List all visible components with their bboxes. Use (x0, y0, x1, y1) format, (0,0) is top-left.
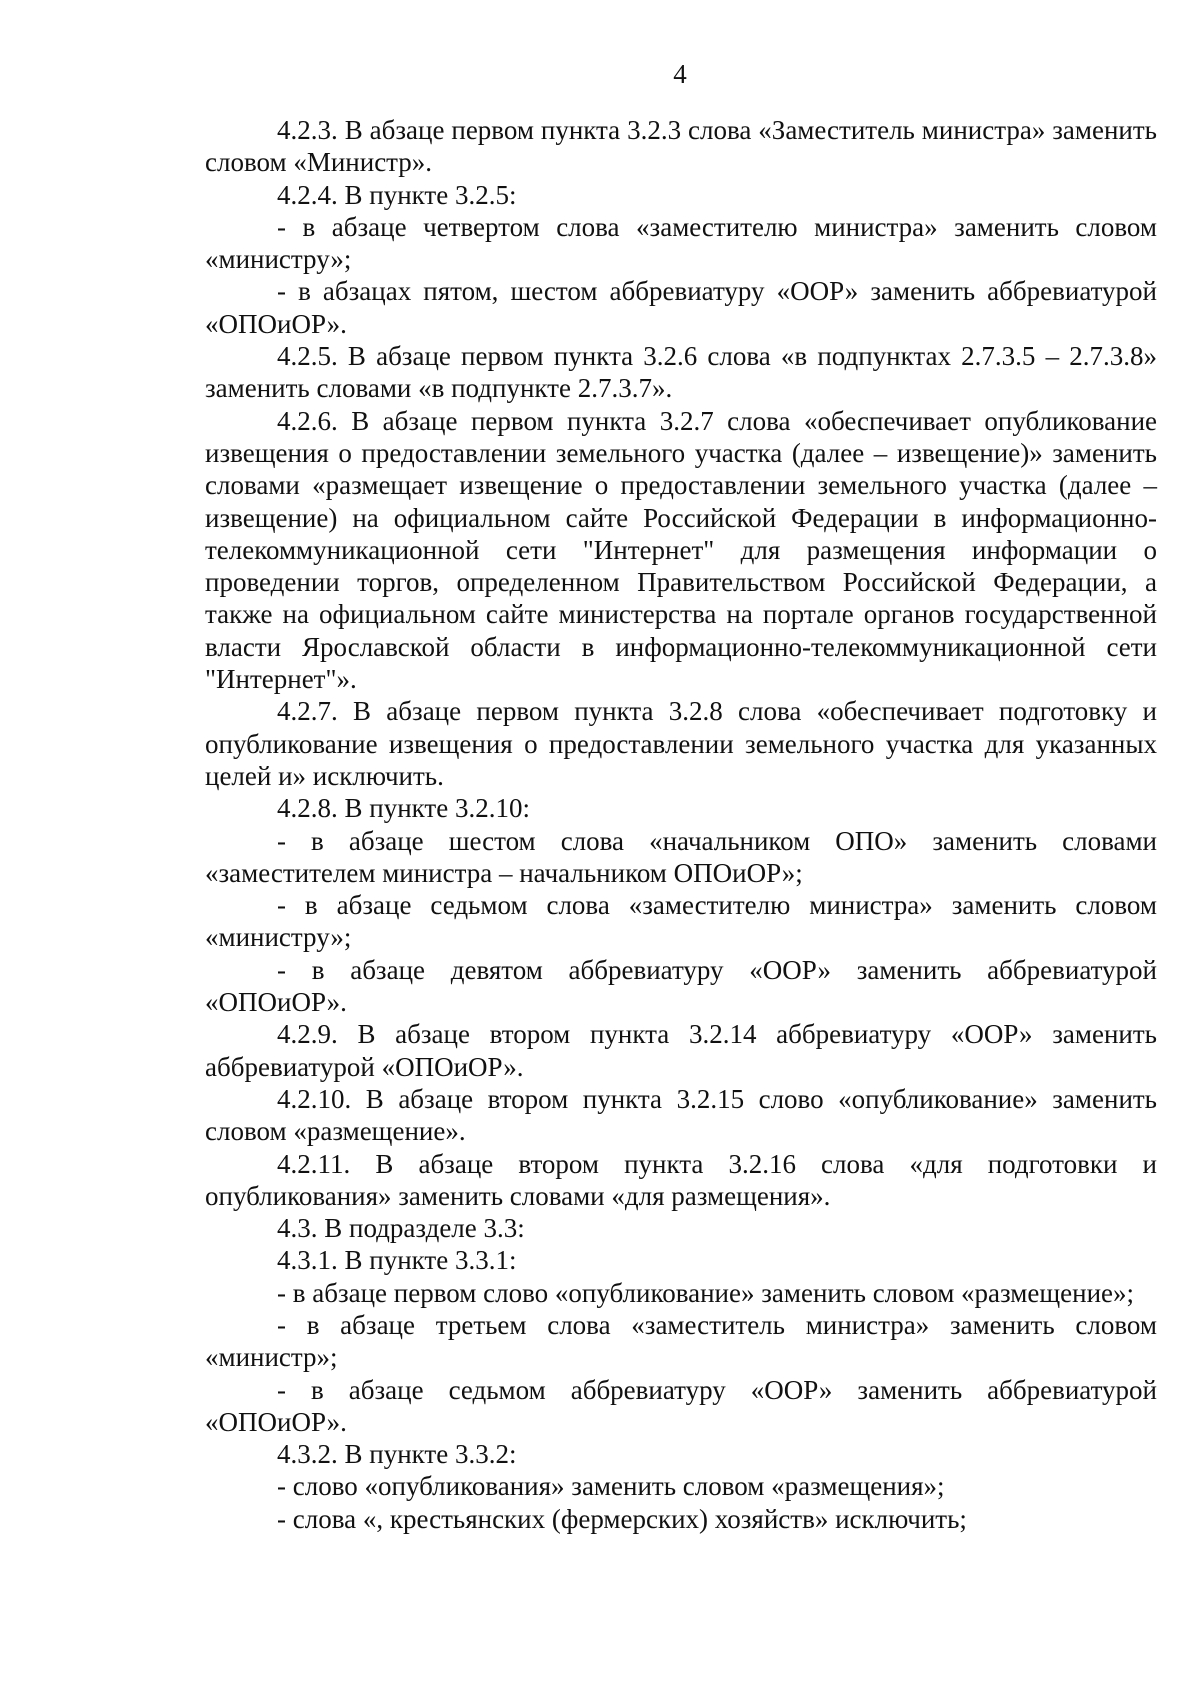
list-item: - слово «опубликования» заменить словом «размещения»; (277, 1471, 945, 1502)
paragraph-4-2-4: 4.2.4. В пункте 3.2.5: (277, 179, 517, 210)
paragraph-4-3: 4.3. В подразделе 3.3: (277, 1213, 525, 1244)
paragraph-4-2-5: 4.2.5. В абзаце первом пункта 3.2.6 слова «в подпунктах 2.7.3.5 – 2.7.3.8» заменить словами «в подпункте 2.7.3.7». (205, 341, 1157, 404)
paragraph-4-2-6: 4.2.6. В абзаце первом пункта 3.2.7 слова «обеспечивает опубликование извещения о предоставлении земельного участка (далее – извещение)» заменить словами «размещает извещение о предоставлении земельного участка (далее – извещение) на официальном сайте Российской Федерации в информационно-телекоммуникационной сети "Интернет" для размещения информации о проведении торгов, определенном Правительством Российской Федерации, а также на официальном сайте министерства на портале органов государственной власти Ярославской области в информационно-телекоммуникационной сети "Интернет"». (205, 405, 1157, 695)
paragraph-4-3-2: 4.3.2. В пункте 3.3.2: (277, 1439, 517, 1470)
list-item: - слова «, крестьянских (фермерских) хозяйств» исключить; (277, 1503, 967, 1534)
list-item: - в абзаце седьмом аббревиатуру «ООР» заменить аббревиатурой «ОПОиОР». (205, 1374, 1157, 1437)
list-item: - в абзаце шестом слова «начальником ОПО» заменить словами «заместителем министра – начальником ОПОиОР»; (205, 825, 1157, 888)
paragraph-4-3-1: 4.3.1. В пункте 3.3.1: (277, 1245, 517, 1276)
list-item: - в абзаце девятом аббревиатуру «ООР» заменить аббревиатурой «ОПОиОР». (205, 954, 1157, 1018)
paragraph-4-2-7: 4.2.7. В абзаце первом пункта 3.2.8 слова «обеспечивает подготовку и опубликование извещения о предоставлении земельного участка для указанных целей и» исключить. (205, 696, 1157, 791)
paragraph-4-2-3: 4.2.3. В абзаце первом пункта 3.2.3 слова «Заместитель министра» заменить словом «Министр». (205, 115, 1157, 178)
paragraph-4-2-10: 4.2.10. В абзаце втором пункта 3.2.15 слово «опубликование» заменить словом «размещение». (205, 1083, 1157, 1147)
list-item: - в абзаце третьем слова «заместитель министра» заменить словом «министр»; (205, 1309, 1157, 1373)
paragraph-4-2-11: 4.2.11. В абзаце втором пункта 3.2.16 слова «для подготовки и опубликования» заменить словами «для размещения». (205, 1148, 1157, 1211)
paragraph-4-2-9: 4.2.9. В абзаце втором пункта 3.2.14 аббревиатуру «ООР» заменить аббревиатурой «ОПОиОР». (205, 1019, 1157, 1082)
list-item: - в абзаце седьмом слова «заместителю министра» заменить словом «министру»; (205, 890, 1157, 953)
page-number: 4 (673, 59, 687, 89)
list-item: - в абзаце первом слово «опубликование» заменить словом «размещение»; (277, 1277, 1135, 1308)
list-item: - в абзаце четвертом слова «заместителю министра» заменить словом «министру»; (205, 211, 1157, 275)
paragraph-4-2-8: 4.2.8. В пункте 3.2.10: (277, 793, 530, 824)
list-item: - в абзацах пятом, шестом аббревиатуру «ООР» заменить аббревиатурой «ОПОиОР». (205, 276, 1157, 339)
document-body (205, 114, 1157, 1535)
